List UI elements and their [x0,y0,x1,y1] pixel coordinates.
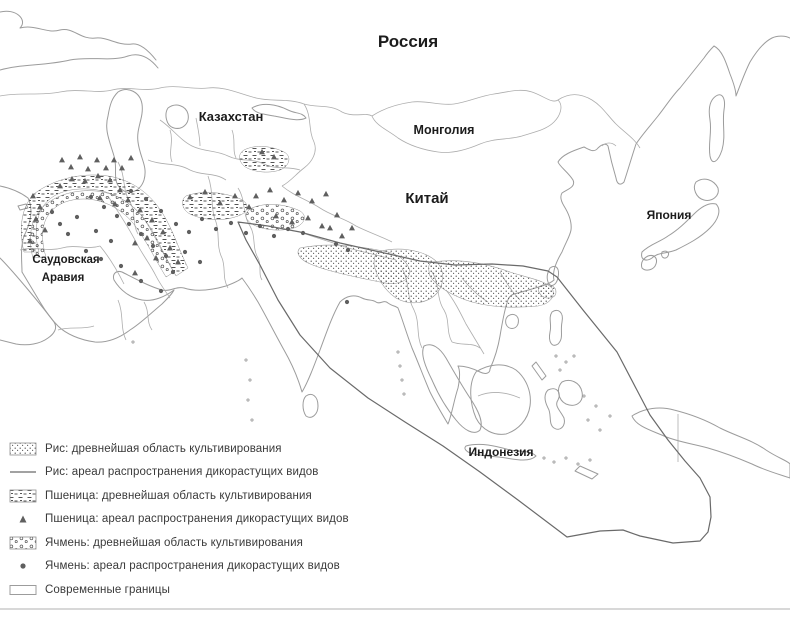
border-mongolia [372,90,561,152]
barley-wild-dot [187,230,191,234]
border-russia-china [558,95,640,148]
barley-wild-dot [115,214,119,218]
small-island [245,359,247,361]
small-island [583,395,585,397]
wheat-wild-triangle [111,157,117,163]
wheat-wild-triangle [94,157,100,163]
legend-item-wheat-wild [9,508,379,532]
wheat-wild-triangle [59,157,65,163]
barley-wild-dot [258,224,262,228]
kyushu-island [641,255,656,270]
barley-wild-dot [109,239,113,243]
small-island [247,399,249,401]
small-island [543,457,545,459]
wheat-wild-triangle [232,193,238,199]
barley-wild-dot [75,215,79,219]
black-sea-coast [0,11,156,60]
barley-wild-dot [102,205,106,209]
legend-label: Рис: ареал распространения дикорастущих видов [45,466,319,479]
small-island [403,393,405,395]
country-label-saudi-arabia-2: Аравия [41,272,85,284]
barley-wild-dot [183,250,187,254]
border-saudi-yemen [58,326,94,330]
barley-wild-dot [139,232,143,236]
new-guinea-island [632,408,790,478]
legend [9,437,379,602]
rice-pattern-swatch [9,442,37,456]
border-cambodia [452,342,480,348]
border-central-asia-2 [148,160,226,180]
small-island [565,457,567,459]
small-island [249,379,251,381]
barley-wild-dot [89,195,93,199]
barley-wild-dot [244,231,248,235]
barley-wild-dot [127,222,131,226]
sumatra-island [423,345,482,433]
barley-wild-dot [139,279,143,283]
kamchatka-coast [714,36,790,96]
luzon-island [549,310,562,345]
country-label-indonesia: Индонезия [468,445,534,459]
wheat-wild-triangle [68,164,74,170]
barley-wild-dot [334,242,338,246]
legend-label: Пшеница: ареал распространения дикорастущих видов [45,513,349,526]
sulawesi-island [545,389,564,430]
south-asia-coast [22,46,714,424]
hainan-island [506,314,519,328]
country-label-kazakhstan: Казахстан [198,109,264,124]
wheat-wild-triangle [305,215,311,221]
sakhalin-island [709,95,724,162]
borneo-island [471,365,531,434]
small-island [401,379,403,381]
barley-wild-dot [164,254,168,258]
small-island [559,369,561,371]
small-island [555,355,557,357]
small-island [132,341,134,343]
barley-wild-dot [50,210,54,214]
barley-wild-dot [144,197,148,201]
country-labels [32,32,691,459]
country-borders [0,87,678,462]
shikoku-island [662,251,669,258]
barley-wild-dot [58,222,62,226]
small-island [565,361,567,363]
barley-wild-dot [94,229,98,233]
small-island [609,415,611,417]
image-bottom-edge [0,608,790,610]
border-central-asia-5 [232,130,236,158]
small-island [573,355,575,357]
legend-label: Пшеница: древнейшая область культивирования [45,489,312,502]
country-label-china: Китай [405,190,449,207]
wheat-pattern-swatch [9,489,37,503]
timor-island [575,466,598,479]
border-russia-kazakhstan [0,87,372,116]
wheat-wild-triangle [267,187,273,193]
palawan-island [532,362,546,380]
wheat-wild-triangle [128,155,134,161]
barley-pattern-swatch [9,536,37,550]
barley-wild-dot [214,227,218,231]
legend-item-rice-range [9,461,379,485]
wheat-wild-triangle [85,166,91,172]
barley-wild-dot [345,300,349,304]
wheat-wild-triangle [339,233,345,239]
coastlines [0,11,790,479]
border-kazakhstan-china [282,104,315,186]
barley-wild-dot [229,221,233,225]
legend-label: Ячмень: ареал распространения дикорастущих видов [45,560,340,573]
barley-wild-dot [84,249,88,253]
barley-wild-dot [272,234,276,238]
legend-item-barley-wild [9,555,379,579]
small-island [399,365,401,367]
barley-wild-dot [346,248,350,252]
border-box-swatch [9,583,37,597]
sri-lanka-island [303,394,318,417]
barley-wild-dot [159,289,163,293]
small-island [589,459,591,461]
barley-wild-dot [119,264,123,268]
wheat-wild-triangle [132,270,138,276]
country-label-japan: Япония [646,208,692,222]
small-island [587,419,589,421]
africa-coast [0,258,56,345]
small-island [397,351,399,353]
small-island [553,461,555,463]
wheat-wild-triangle [103,165,109,171]
small-island [595,405,597,407]
barley-wild-dot [286,227,290,231]
small-island [577,463,579,465]
wheat-wild-triangle [334,212,340,218]
mindanao-island [559,380,583,405]
barley-wild-dot [301,231,305,235]
wheat-wild-triangle [323,191,329,197]
line-swatch [9,465,37,479]
aral-sea [166,105,188,128]
wheat-wild-triangle [281,197,287,203]
anatolia-north-coast [0,55,158,70]
barley-wild-dot [159,209,163,213]
barley-wild-dot [171,270,175,274]
wheat-wild-triangle [319,223,325,229]
legend-item-rice-area [9,437,379,461]
legend-label: Современные границы [45,583,170,596]
country-label-russia: Россия [377,32,439,51]
rice-cultivation-area [298,245,556,307]
barley-wild-dot [129,189,133,193]
dot-swatch [9,559,37,573]
border-borneo [478,392,520,398]
barley-wild-dot [66,232,70,236]
legend-item-barley-area [9,531,379,555]
wheat-wild-triangle [132,240,138,246]
legend-label: Рис: древнейшая область культивирования [45,442,282,455]
legend-label: Ячмень: древнейшая область культивирования [45,536,303,549]
border-central-asia-3 [170,130,172,162]
barley-wild-dot [198,260,202,264]
legend-item-wheat-area [9,484,379,508]
legend-item-borders [9,578,379,602]
wheat-wild-triangle [253,193,259,199]
wheat-wild-triangle [309,198,315,204]
barley-wild-dot [151,244,155,248]
border-uae-oman [144,302,152,330]
small-island [251,419,253,421]
small-island [599,429,601,431]
country-label-saudi-arabia-1: Саудовская [32,254,100,266]
wheat-wild-triangle [202,189,208,195]
wheat-wild-triangle [77,154,83,160]
wheat-wild-triangle [327,225,333,231]
wheat-wild-triangle [295,190,301,196]
hokkaido-island [694,179,718,200]
triangle-swatch [9,512,37,526]
barley-wild-dot [174,222,178,226]
wheat-wild-triangle [349,225,355,231]
border-korea [602,143,616,146]
country-label-mongolia: Монголия [413,123,475,137]
barley-wild-dot [200,217,204,221]
taiwan-island [547,266,558,285]
